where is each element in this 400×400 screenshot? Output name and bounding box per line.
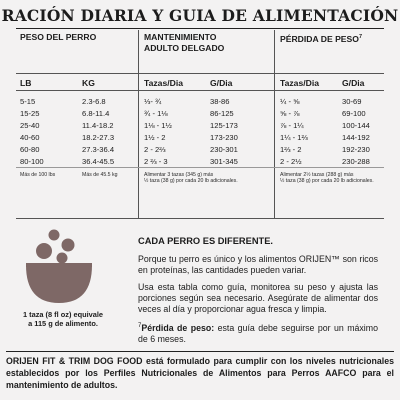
- note-weight-loss-line1: Alimentar 2½ tazas (288 g) más: [280, 172, 354, 178]
- cell-grams-loss: 230-288: [342, 157, 370, 166]
- cell-lb: 80-100: [20, 157, 44, 166]
- page-title: RACIÓN DIARIA Y GUIA DE ALIMENTACIÓN: [1, 6, 399, 25]
- notes-divider: [16, 167, 384, 168]
- footnote-mark: 7: [358, 34, 363, 40]
- cell-grams-maintenance: 301-345: [210, 157, 238, 166]
- subheader-divider: [16, 90, 384, 91]
- cell-cups-loss: ⅞ - 1¼: [280, 121, 304, 130]
- caption-line2: a 115 g de alimento.: [28, 319, 98, 329]
- table-bottom-rule: [16, 218, 384, 219]
- column-divider: [138, 30, 139, 218]
- cell-lb: 5-15: [20, 97, 36, 106]
- subheader-grams-maintenance: G/Dia: [210, 78, 233, 88]
- note-weight-loss: [280, 172, 374, 185]
- cell-lb: 25-40: [20, 121, 40, 130]
- header-divider: [16, 73, 384, 74]
- header-maintenance-line2: ADULTO DELGADO: [144, 42, 225, 53]
- subheader-cups-maintenance: Tazas/Dia: [144, 78, 184, 88]
- cell-kg: 6.8-11.4: [82, 109, 110, 118]
- cell-kg: 18.2-27.3: [82, 133, 115, 142]
- cell-cups-loss: ⅝ - ⅞: [280, 109, 300, 118]
- cell-cups-maintenance: 1½ - 2: [144, 133, 166, 142]
- weight-loss-text: esta guía debe seguirse por un máximo de 6 meses.: [138, 322, 378, 344]
- cell-cups-loss: 1⅔ - 2: [280, 145, 302, 154]
- cell-lb: 40-60: [20, 133, 40, 142]
- cell-grams-maintenance: 86-125: [210, 109, 234, 118]
- aafco-statement: ORIJEN FIT & TRIM DOG FOOD está formulado para cumplir con los niveles nutricionales establecidos por los Perfiles Nutricionales de Alimentos para Perros AAFCO para el mantenimiento de adultos.: [6, 356, 394, 390]
- note-over-lb: Más de 100 lbs: [20, 172, 56, 178]
- cell-grams-loss: 192-230: [342, 145, 370, 154]
- subheader-lb: LB: [20, 78, 32, 88]
- footer-divider: [6, 351, 394, 352]
- note-maintenance-line2: ½ taza (38 g) por cada 20 lb adicionales.: [144, 178, 238, 185]
- cell-grams-loss: 100-144: [342, 121, 370, 130]
- header-maintenance: [144, 32, 224, 53]
- title-divider: [16, 28, 384, 29]
- subheader-grams-loss: G/Dia: [342, 78, 365, 88]
- header-dog-weight: PESO DEL PERRO: [20, 32, 97, 42]
- header-weight-loss-label: PÉRDIDA DE PESO: [280, 33, 359, 44]
- paragraph-intro: Porque tu perro es único y los alimentos ORIJEN™ son ricos en proteínas, las cantidades pueden variar.: [138, 254, 378, 275]
- note-maintenance: [144, 172, 238, 185]
- note-maintenance-line1: Alimentar 3 tazas (345 g) más: [144, 172, 214, 178]
- cell-lb: 60-80: [20, 145, 40, 154]
- cell-grams-maintenance: 230-301: [210, 145, 238, 154]
- caption-line1: 1 taza (8 fl oz) equivale: [22, 310, 104, 319]
- cell-cups-loss: 2 - 2½: [280, 157, 302, 166]
- subheader-kg: KG: [82, 78, 95, 88]
- cell-grams-maintenance: 38-86: [210, 97, 230, 106]
- cell-grams-maintenance: 125-173: [210, 121, 238, 130]
- cup-equivalence-caption: [8, 310, 118, 328]
- cell-cups-maintenance: 2 - 2⅔: [144, 145, 166, 154]
- cell-grams-loss: 69-100: [342, 109, 366, 118]
- cell-kg: 2.3-6.8: [82, 97, 106, 106]
- paragraph-weight-loss: [138, 321, 378, 345]
- cell-kg: 36.4-45.5: [82, 157, 115, 166]
- footnote-mark: 7: [138, 323, 142, 329]
- note-weight-loss-line2: ½ taza (38 g) por cada 20 lb adicionales.: [280, 178, 374, 185]
- header-maintenance-line1: MANTENIMIENTO: [144, 32, 217, 42]
- cell-cups-maintenance: 2 ⅔ - 3: [144, 157, 168, 166]
- cell-grams-maintenance: 173-230: [210, 133, 238, 142]
- cell-lb: 15-25: [20, 109, 40, 118]
- subheader-cups-loss: Tazas/Dia: [280, 78, 320, 88]
- cell-grams-loss: 30-69: [342, 97, 362, 106]
- cell-grams-loss: 144-192: [342, 133, 370, 142]
- section-heading: CADA PERRO ES DIFERENTE.: [138, 236, 273, 246]
- paragraph-guide: Usa esta tabla como guía, monitorea su peso y ajusta las porciones según sea necesario. Asegúrate de alimentar dos veces al día y proporcionar agua fresca y limpia.: [138, 282, 378, 314]
- weight-loss-label: Pérdida de peso:: [141, 322, 215, 333]
- note-over-kg: Más de 45.5 kg: [82, 172, 118, 178]
- cell-cups-maintenance: ¾ - 1⅛: [144, 109, 168, 118]
- cell-cups-maintenance: ⅓- ¾: [144, 97, 162, 106]
- cell-cups-loss: ¼ - ⅝: [280, 97, 300, 106]
- column-divider: [274, 30, 275, 218]
- cell-cups-loss: 1¼ - 1⅔: [280, 133, 308, 142]
- cell-kg: 27.3-36.4: [82, 145, 115, 154]
- food-bowl-icon: [24, 225, 94, 305]
- header-weight-loss: [280, 32, 362, 44]
- cell-cups-maintenance: 1⅛ - 1½: [144, 121, 172, 130]
- cell-kg: 11.4-18.2: [82, 121, 114, 130]
